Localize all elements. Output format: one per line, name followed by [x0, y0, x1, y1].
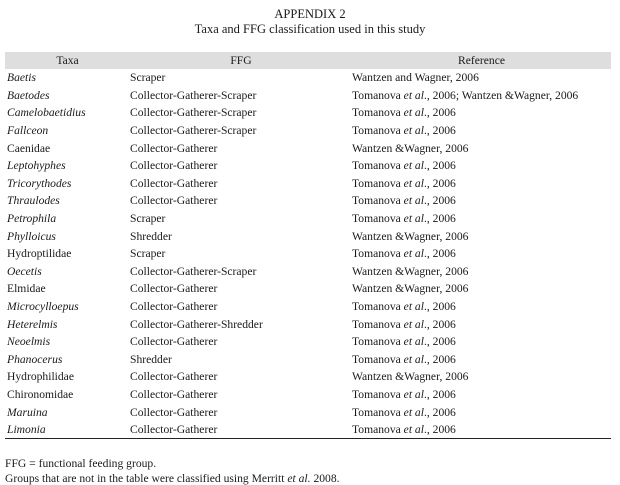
cell-taxa: Camelobaetidius [7, 106, 86, 120]
table-row [5, 368, 611, 386]
cell-reference [352, 192, 611, 210]
reference-year: ., 2006 [423, 194, 456, 208]
table-row [5, 386, 611, 404]
footnote-merritt [5, 472, 340, 485]
reference-author: Tomanova [352, 212, 404, 226]
cell-ffg: Collector-Gatherer [130, 370, 218, 384]
table-row [5, 421, 611, 439]
reference-etal: et al [403, 300, 424, 314]
cell-reference [352, 421, 611, 439]
reference-etal: et al [403, 335, 424, 349]
cell-ffg: Collector-Gatherer [130, 405, 218, 419]
table-row [5, 333, 611, 351]
cell-taxa: Oecetis [7, 264, 42, 278]
cell-reference [352, 87, 611, 105]
table-row [5, 139, 611, 157]
cell-reference [352, 139, 611, 157]
cell-ffg: Collector-Gatherer-Shredder [130, 317, 263, 331]
reference-year: ., 2006; Wantzen &Wagner, 2006 [423, 88, 579, 102]
reference-etal: et al [403, 106, 424, 120]
reference-author: Wantzen &Wagner, 2006 [352, 370, 469, 384]
reference-year: ., 2006 [423, 352, 456, 366]
cell-ffg: Collector-Gatherer [130, 387, 218, 401]
cell-ffg: Collector-Gatherer-Scraper [130, 106, 257, 120]
table-row [5, 263, 611, 281]
reference-author: Wantzen &Wagner, 2006 [352, 282, 469, 296]
table-header-row [5, 52, 611, 69]
table-row [5, 210, 611, 228]
cell-ffg: Collector-Gatherer [130, 300, 218, 314]
cell-reference [352, 227, 611, 245]
reference-etal: et al [403, 317, 424, 331]
cell-ffg: Collector-Gatherer [130, 421, 352, 439]
column-header-reference: Reference [352, 52, 611, 69]
cell-ffg: Collector-Gatherer-Scraper [130, 124, 257, 138]
column-header-ffg: FFG [130, 52, 352, 69]
reference-year: ., 2006 [423, 387, 456, 401]
reference-etal: et al [403, 352, 424, 366]
table-row [5, 157, 611, 175]
reference-author: Tomanova [352, 405, 404, 419]
reference-etal: et al [403, 194, 424, 208]
reference-year: ., 2006 [423, 106, 456, 120]
reference-etal: et al [403, 247, 424, 261]
cell-taxa: Chironomidae [7, 387, 74, 401]
cell-reference [352, 368, 611, 386]
cell-reference [352, 157, 611, 175]
reference-author: Tomanova [352, 159, 404, 173]
cell-reference [352, 351, 611, 369]
table-row [5, 315, 611, 333]
cell-taxa: Neoelmis [7, 335, 51, 349]
cell-ffg: Shredder [130, 229, 172, 243]
cell-taxa: Fallceon [7, 124, 49, 138]
cell-reference [352, 333, 611, 351]
cell-reference [352, 69, 611, 87]
table-row [5, 69, 611, 87]
cell-taxa: Phanocerus [7, 352, 63, 366]
reference-author: Tomanova [352, 352, 404, 366]
cell-ffg: Scraper [130, 71, 166, 85]
table-row [5, 87, 611, 105]
cell-reference [352, 104, 611, 122]
reference-etal: et al [403, 212, 424, 226]
table-row [5, 403, 611, 421]
reference-year: ., 2006 [423, 423, 456, 437]
reference-author: Tomanova [352, 300, 404, 314]
table-row [5, 298, 611, 316]
table-caption: Taxa and FFG classification used in this study [194, 22, 426, 36]
cell-reference [352, 315, 611, 333]
reference-year: ., 2006 [423, 247, 456, 261]
reference-author: Wantzen &Wagner, 2006 [352, 264, 469, 278]
cell-ffg: Collector-Gatherer-Scraper [130, 88, 257, 102]
cell-ffg: Shredder [130, 352, 172, 366]
reference-author: Wantzen &Wagner, 2006 [352, 229, 469, 243]
cell-ffg: Collector-Gatherer [130, 159, 218, 173]
cell-ffg: Collector-Gatherer [130, 282, 218, 296]
cell-ffg: Collector-Gatherer [130, 176, 218, 190]
footnote-ffg: FFG = functional feeding group. [5, 457, 157, 470]
cell-taxa: Caenidae [7, 141, 51, 155]
cell-reference [352, 298, 611, 316]
cell-ffg: Scraper [130, 212, 166, 226]
reference-author: Wantzen and Wagner, 2006 [352, 71, 479, 85]
reference-author: Tomanova [352, 247, 404, 261]
reference-author: Tomanova [352, 124, 404, 138]
cell-ffg: Collector-Gatherer-Scraper [130, 264, 257, 278]
reference-year: ., 2006 [423, 124, 456, 138]
table-row [5, 192, 611, 210]
cell-reference [352, 386, 611, 404]
cell-ffg: Collector-Gatherer [130, 194, 218, 208]
table-row [5, 245, 611, 263]
footnote-etal: et al. [287, 472, 311, 485]
cell-reference [352, 210, 611, 228]
table-row [5, 175, 611, 193]
cell-reference [352, 175, 611, 193]
reference-year: ., 2006 [423, 335, 456, 349]
reference-etal: et al [403, 88, 424, 102]
reference-etal: et al [403, 423, 424, 437]
footnote-merritt-text: Groups that are not in the table were classified using Merritt [5, 472, 288, 485]
cell-taxa: Thraulodes [7, 194, 60, 208]
footnote-year: 2008. [310, 472, 340, 485]
cell-taxa: Petrophila [7, 212, 57, 226]
cell-taxa: Baetis [7, 71, 36, 85]
cell-reference [352, 280, 611, 298]
cell-ffg: Collector-Gatherer [130, 141, 218, 155]
reference-year: ., 2006 [423, 159, 456, 173]
reference-etal: et al [403, 405, 424, 419]
reference-year: ., 2006 [423, 317, 456, 331]
appendix-heading: APPENDIX 2 [274, 7, 346, 21]
reference-author: Tomanova [352, 106, 404, 120]
table-body [5, 69, 611, 439]
cell-taxa: Tricorythodes [7, 176, 72, 190]
reference-author: Tomanova [352, 335, 404, 349]
reference-year: ., 2006 [423, 212, 456, 226]
cell-ffg: Scraper [130, 247, 166, 261]
table-row [5, 280, 611, 298]
reference-etal: et al [403, 124, 424, 138]
reference-author: Tomanova [352, 423, 404, 437]
reference-etal: et al [403, 159, 424, 173]
reference-author: Wantzen &Wagner, 2006 [352, 141, 469, 155]
cell-taxa: Leptohyphes [7, 159, 66, 173]
cell-reference [352, 403, 611, 421]
cell-taxa: Baetodes [7, 88, 50, 102]
reference-author: Tomanova [352, 176, 404, 190]
cell-taxa: Elmidae [7, 282, 46, 296]
cell-taxa: Hydroptilidae [7, 247, 72, 261]
reference-year: ., 2006 [423, 176, 456, 190]
reference-etal: et al [403, 176, 424, 190]
reference-author: Tomanova [352, 194, 404, 208]
cell-ffg: Collector-Gatherer [130, 335, 218, 349]
table-row [5, 104, 611, 122]
reference-year: ., 2006 [423, 300, 456, 314]
table-row [5, 122, 611, 140]
cell-taxa: Microcylloepus [7, 300, 79, 314]
cell-taxa: Phylloicus [7, 229, 56, 243]
reference-etal: et al [403, 387, 424, 401]
cell-taxa: Limonia [5, 421, 130, 439]
cell-reference [352, 263, 611, 281]
reference-author: Tomanova [352, 387, 404, 401]
table-row [5, 227, 611, 245]
column-header-taxa: Taxa [5, 52, 130, 69]
cell-reference [352, 245, 611, 263]
cell-reference [352, 122, 611, 140]
cell-taxa: Maruina [7, 405, 48, 419]
reference-author: Tomanova [352, 317, 404, 331]
reference-year: ., 2006 [423, 405, 456, 419]
cell-taxa: Hydrophilidae [7, 370, 74, 384]
reference-author: Tomanova [352, 88, 404, 102]
taxa-table [5, 52, 611, 439]
table-row [5, 351, 611, 369]
cell-taxa: Heterelmis [7, 317, 58, 331]
